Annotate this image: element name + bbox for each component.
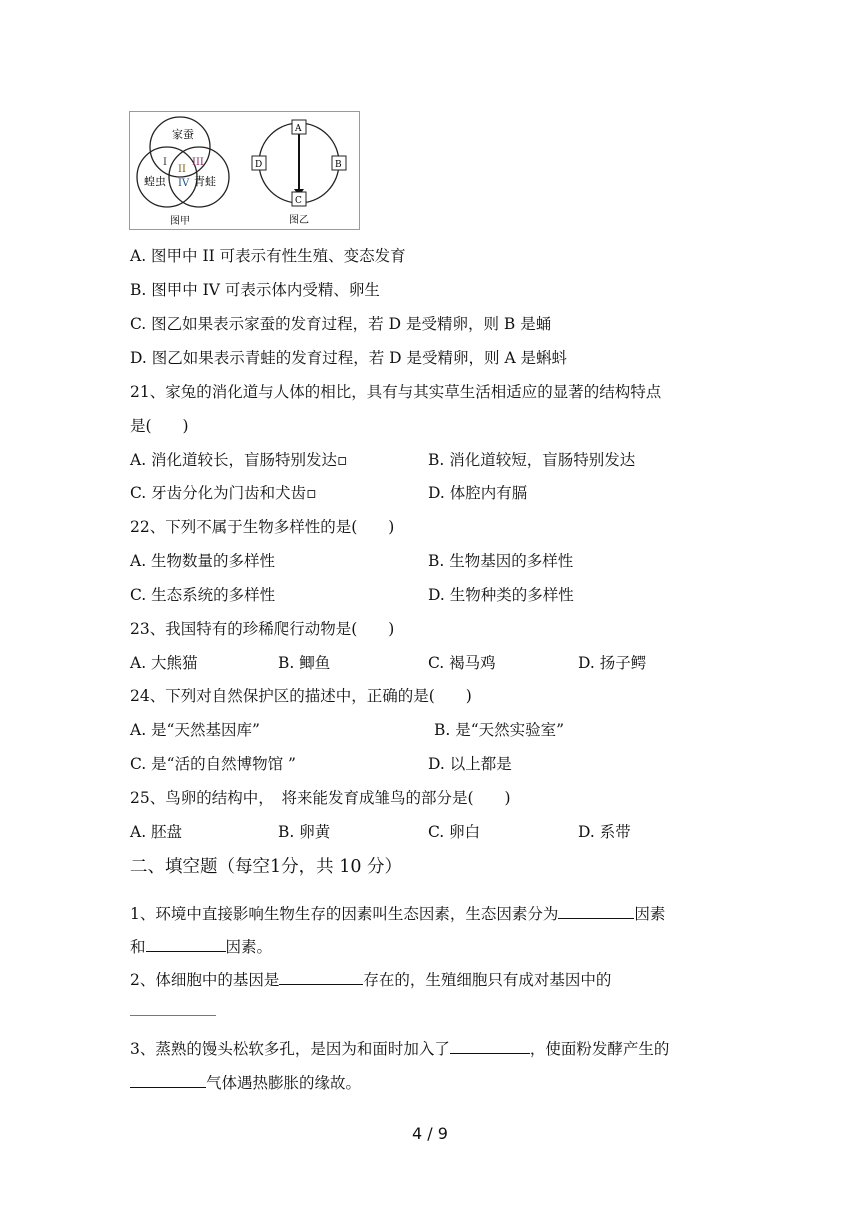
venn-region-I: I [163,157,167,168]
fill1-text-3: 和 [130,938,146,956]
fill3-text-2: ，使面粉发酵产生的 [529,1040,670,1058]
fill2-blank-1 [279,968,363,985]
section-heading: 二、填空题（每空1分，共 10 分） [130,857,403,877]
fill1-line2 [130,935,272,957]
venn-label-top: 家蚕 [172,128,194,141]
q25-option-c: C. 卵白 [428,823,481,841]
venn-region-IV: IV [178,178,190,189]
figure-box [129,111,360,230]
venn-region-II: II [178,164,186,175]
fill1-blank-2 [146,935,226,952]
q20-option-b: B. 图甲中 IV 可表示体内受精、卵生 [130,281,380,299]
q25-option-d: D. 系带 [578,823,631,841]
q22-option-c: C. 生态系统的多样性 [130,586,276,604]
fill1-text-2: 因素 [634,905,666,923]
venn-label-left: 蝗虫 [144,175,166,188]
fill2-text-1: 2、体细胞中的基因是 [130,971,280,989]
fill2-blank-2 [130,1015,216,1016]
fill1-text-4: 因素。 [225,938,273,956]
cycle-label-d: D [255,160,263,170]
q23-option-d: D. 扬子鳄 [578,654,647,672]
q24-option-a: A. 是“天然基因库” [130,721,260,739]
q23-option-b: B. 鲫鱼 [278,654,331,672]
q23-stem: 23、我国特有的珍稀爬行动物是( ) [130,620,395,638]
cycle-caption: 图乙 [289,215,309,226]
venn-caption: 图甲 [170,216,190,227]
q22-stem: 22、下列不属于生物多样性的是( ) [130,518,395,536]
fill2-text-2: 存在的，生殖细胞只有成对基因中的 [363,971,612,989]
venn-region-III: III [192,157,204,168]
q24-stem: 24、下列对自然保护区的描述中，正确的是( ) [130,687,472,705]
cycle-label-c: C [295,196,302,206]
page-number: 4 / 9 [412,1124,448,1143]
q21-stem: 21、家兔的消化道与人体的相比，具有与其实草生活相适应的显著的结构特点 [130,383,662,401]
fill3-line1 [130,1037,669,1059]
q20-option-c: C. 图乙如果表示家蚕的发育过程，若 D 是受精卵，则 B 是蛹 [130,315,552,333]
fill3-blank-1 [450,1037,530,1054]
fill1-blank-1 [558,902,634,919]
figure-svg [130,112,361,231]
fill1-line1 [130,902,665,924]
fill3-blank-2 [130,1071,206,1088]
q22-option-b: B. 生物基因的多样性 [428,552,574,570]
q25-option-b: B. 卵黄 [278,823,331,841]
q21-stem-cont: 是( ) [130,417,189,435]
q24-option-c: C. 是“活的自然博物馆 ” [130,755,296,773]
q21-option-a: A. 消化道较长，盲肠特别发达▫ [130,451,348,469]
q24-option-d: D. 以上都是 [428,755,512,773]
q23-option-c: C. 褐马鸡 [428,654,496,672]
fill2-line1 [130,968,611,990]
cycle-label-b: B [335,160,342,170]
q25-stem: 25、鸟卵的结构中， 将来能发育成雏鸟的部分是( ) [130,789,511,807]
q25-option-a: A. 胚盘 [130,823,183,841]
q21-option-d: D. 体腔内有膈 [428,484,528,502]
q20-option-d: D. 图乙如果表示青蛙的发育过程，若 D 是受精卵，则 A 是蝌蚪 [130,349,568,367]
q22-option-d: D. 生物种类的多样性 [428,586,574,604]
venn-label-right: 青蛙 [194,175,216,188]
q23-option-a: A. 大熊猫 [130,654,198,672]
cycle-label-a: A [295,124,302,134]
q20-option-a: A. 图甲中 II 可表示有性生殖、变态发育 [130,247,406,265]
q21-option-b: B. 消化道较短，盲肠特别发达 [428,451,636,469]
fill3-line2 [130,1071,361,1093]
q22-option-a: A. 生物数量的多样性 [130,552,276,570]
fill1-text-1: 1、环境中直接影响生物生存的因素叫生态因素，生态因素分为 [130,905,559,923]
fill3-text-1: 3、蒸熟的馒头松软多孔，是因为和面时加入了 [130,1040,450,1058]
q21-option-c: C. 牙齿分化为门齿和犬齿▫ [130,484,317,502]
q24-option-b: B. 是“天然实验室” [434,721,565,739]
fill3-text-3: 气体遇热膨胀的缘故。 [206,1074,362,1092]
